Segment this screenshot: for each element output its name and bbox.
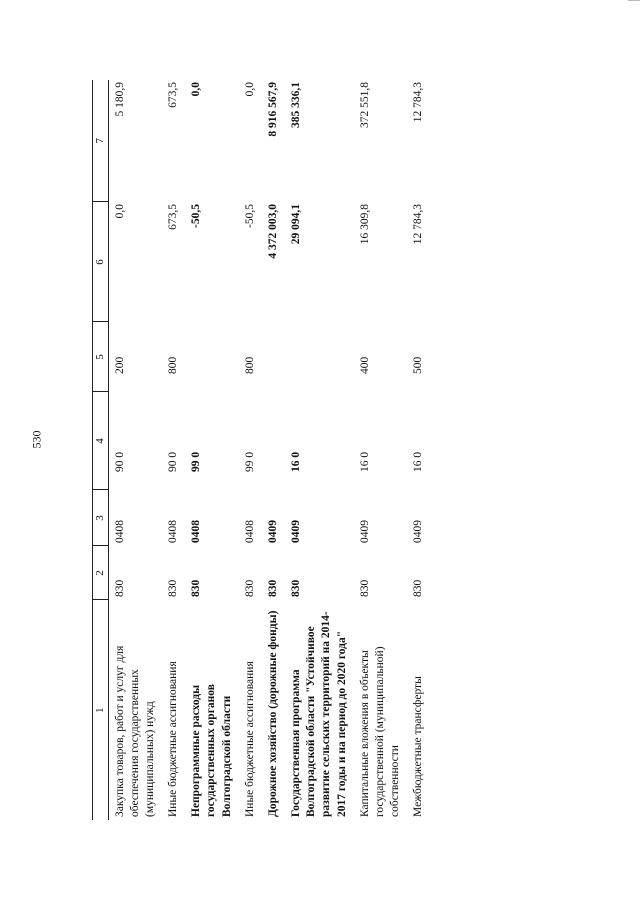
row-col-2: 830 bbox=[243, 579, 256, 597]
page-number: 530 bbox=[29, 430, 44, 449]
row-col-3: 0409 bbox=[290, 520, 303, 543]
row-col-7: 0,0 bbox=[190, 82, 203, 97]
row-col-5 bbox=[285, 322, 354, 392]
row-name: Межбюджетные трансферты bbox=[412, 676, 425, 817]
row-col-2: 830 bbox=[290, 579, 303, 597]
row-col-4 bbox=[262, 392, 285, 490]
row-col-2: 830 bbox=[266, 579, 279, 597]
row-name: Иные бюджетные ассигнования bbox=[167, 661, 180, 817]
table-row bbox=[262, 80, 285, 820]
table-row bbox=[354, 80, 408, 820]
rotated-table-area bbox=[92, 80, 632, 820]
row-col-5: 400 bbox=[358, 356, 371, 374]
row-col-7: 673,5 bbox=[167, 82, 180, 108]
row-name: Государственная программа Волгоградской области "Устойчивое развитие сельских территорий на 2014-2017 годы и на период до 2020 года" bbox=[290, 611, 348, 817]
row-col-5: 800 bbox=[243, 356, 256, 374]
row-col-4: 16 0 bbox=[358, 451, 371, 472]
row-col-4: 16 0 bbox=[290, 451, 303, 472]
row-col-6: 0,0 bbox=[113, 204, 126, 219]
row-col-6: 12 784,3 bbox=[412, 204, 425, 245]
row-name: Дорожное хозяйство (дорожные фонды) bbox=[266, 610, 279, 817]
row-col-5 bbox=[262, 322, 285, 392]
row-name: Закупка товаров, работ и услуг для обеспечения государственных (муниципальных) нужд bbox=[113, 645, 156, 817]
table-body bbox=[108, 80, 430, 820]
row-col-7: 5 180,9 bbox=[113, 82, 126, 117]
row-col-2: 830 bbox=[412, 579, 425, 597]
row-col-5: 800 bbox=[167, 356, 180, 374]
table-row bbox=[407, 80, 430, 820]
header-col-5: 5 bbox=[93, 322, 109, 392]
row-col-7: 12 784,3 bbox=[412, 82, 425, 123]
header-col-7: 7 bbox=[93, 80, 109, 202]
row-col-7: 8 916 567,9 bbox=[266, 82, 279, 137]
row-col-6: 29 094,1 bbox=[290, 204, 303, 245]
row-col-6: 16 309,8 bbox=[358, 204, 371, 245]
table-row bbox=[285, 80, 354, 820]
table-row bbox=[108, 80, 162, 820]
row-col-3: 0409 bbox=[412, 520, 425, 543]
row-col-3: 0408 bbox=[167, 520, 180, 543]
row-col-5: 500 bbox=[412, 356, 425, 374]
row-col-5: 200 bbox=[113, 356, 126, 374]
row-col-6: -50,5 bbox=[243, 204, 256, 228]
row-col-3: 0409 bbox=[266, 520, 279, 543]
header-col-6: 6 bbox=[93, 202, 109, 322]
row-col-4: 99 0 bbox=[243, 451, 256, 472]
budget-table bbox=[92, 80, 430, 820]
row-col-4: 16 0 bbox=[412, 451, 425, 472]
row-col-6: 673,5 bbox=[167, 204, 180, 230]
row-col-2: 830 bbox=[113, 579, 126, 597]
row-col-2: 830 bbox=[190, 579, 203, 597]
row-col-2: 830 bbox=[358, 579, 371, 597]
row-col-6: 4 372 003,0 bbox=[266, 204, 279, 259]
row-col-7: 385 336,1 bbox=[290, 82, 303, 128]
row-col-4: 99 0 bbox=[190, 451, 203, 472]
row-col-3: 0409 bbox=[358, 520, 371, 543]
table-row bbox=[185, 80, 239, 820]
row-name: Капитальные вложения в объекты государственной (муниципальной) собственности bbox=[358, 646, 402, 817]
header-col-1: 1 bbox=[93, 600, 109, 820]
row-col-5 bbox=[185, 322, 239, 392]
row-name: Непрограммные расходы государственных органов Волгоградской области bbox=[190, 684, 233, 817]
row-name: Иные бюджетные ассигнования bbox=[243, 661, 256, 817]
row-col-3: 0408 bbox=[243, 520, 256, 543]
table-row bbox=[239, 80, 262, 820]
table-row bbox=[162, 80, 185, 820]
row-col-2: 830 bbox=[167, 579, 180, 597]
row-col-7: 372 551,8 bbox=[358, 82, 371, 128]
row-col-6: -50,5 bbox=[190, 204, 203, 228]
header-col-3: 3 bbox=[93, 490, 109, 546]
row-col-7: 0,0 bbox=[243, 82, 256, 97]
header-col-4: 4 bbox=[93, 392, 109, 490]
header-col-2: 2 bbox=[93, 546, 109, 600]
row-col-3: 0408 bbox=[113, 520, 126, 543]
row-col-4: 90 0 bbox=[167, 451, 180, 472]
row-col-4: 90 0 bbox=[113, 451, 126, 472]
header-row bbox=[93, 80, 109, 820]
row-col-3: 0408 bbox=[190, 520, 203, 543]
